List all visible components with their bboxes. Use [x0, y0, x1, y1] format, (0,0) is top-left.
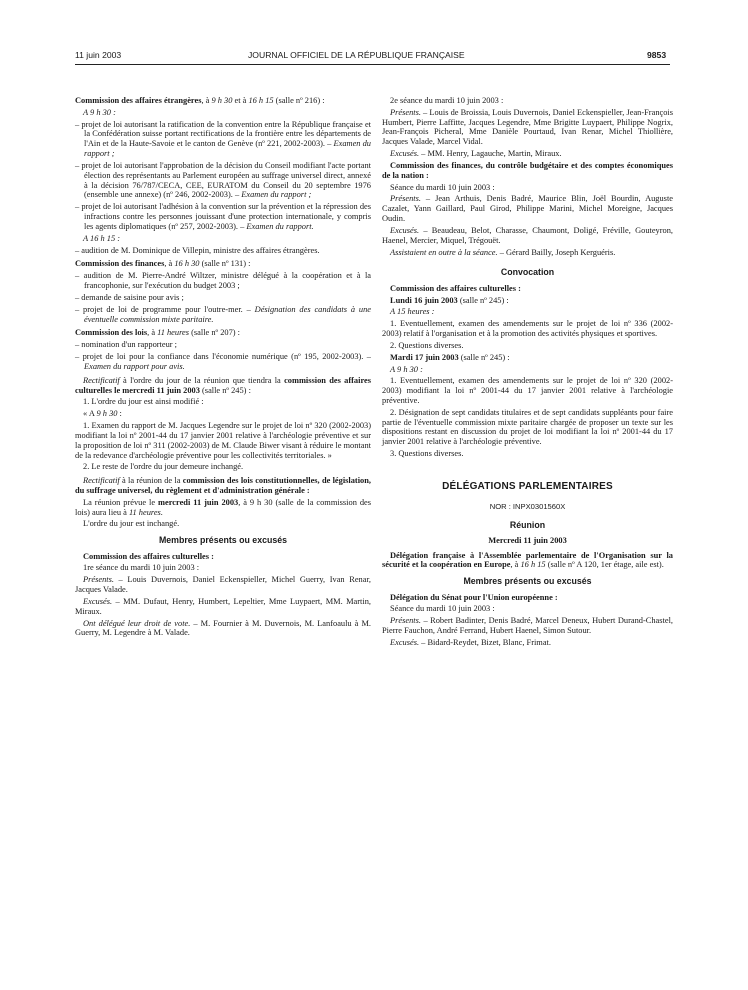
seance-label: Séance du mardi 10 juin 2003 : [390, 604, 495, 614]
text: Présents. [390, 107, 421, 117]
time: 16 h 15 [248, 96, 274, 105]
paragraph [382, 108, 673, 147]
rectificatif-lois [75, 476, 371, 496]
paragraph: 2. Le reste de l'ordre du jour demeure inchangé. [83, 462, 244, 472]
date-line [382, 353, 673, 363]
header-page-number: 9853 [647, 50, 667, 60]
text: à la réunion de la [119, 476, 183, 486]
text: – Robert Badinter, Denis Badré, Marcel Deneux, Hubert Durand-Chastel, Pierre Fauchon, André Ferrand, Hubert Haenel, Simon Sutour. [382, 616, 673, 636]
paragraph [75, 619, 371, 639]
text: , à [164, 259, 175, 269]
text: commission des affaires culturelles le mercredi 11 juin 2003 [75, 375, 371, 395]
subheading: Commission des affaires culturelles : [83, 551, 214, 561]
time-label: A 15 heures : [390, 307, 435, 317]
text: Examen du rapport pour avis. [84, 361, 185, 371]
text: – Jean Arthuis, Denis Badré, Maurice Blin, Joël Bourdin, Auguste Cazalet, Yann Gaillard, Paul Girod, Philippe Marini, Michel Moreigne, Jacques Oudin. [382, 194, 673, 224]
text: Rectificatif [83, 375, 120, 385]
paragraph: 3. Questions diverses. [390, 449, 464, 459]
text: (salle nº 216) : [273, 96, 325, 105]
paragraph [75, 575, 371, 595]
date: Mardi 17 juin 2003 [390, 352, 459, 362]
time-label: A 16 h 15 : [83, 233, 121, 243]
text: Excusés. [390, 149, 420, 159]
paragraph: 2. Désignation de sept candidats titulaires et de sept candidats suppléants pour faire partie de l'éventuelle commission mixte paritaire chargée de proposer un texte sur les dispositions restant en discussion du projet de loi modifiant la loi nº 2001-44 du 17 janvier 2001 relative à l'archéologie préventive. [382, 407, 673, 447]
text: (salle nº 131) : [199, 259, 251, 269]
text: Présents. [390, 194, 421, 204]
text: – projet de loi autorisant l'approbation de la décision du Conseil modifiant l'acte portant élection des représentants au Parlement européen au suffrage universel direct, annexé à la décision 76/787/CECA, CEE, EURATOM du Conseil du 20 septembre 1976 (ensemble une annexe) (nº 246, 2002-2003). – [75, 160, 371, 200]
reunion-heading: Réunion [509, 519, 546, 530]
text: Examen du rapport ; [241, 190, 312, 200]
text: – projet de loi autorisant l'adhésion à la convention sur la prévention et la répression des infractions contre les personnes jouissant d'une protection internationale, y compris les agents diplomatiques (nº 257, 2002-2003). – [75, 202, 371, 231]
text: (salle nº 245) : [457, 295, 509, 305]
subheading: Délégation du Sénat pour l'Union européenne : [390, 592, 558, 602]
text: – MM. Dufaut, Henry, Humbert, Lepeltier, Mme Luypaert, MM. Martin, Miraux. [75, 596, 371, 616]
text: Présents. [83, 575, 114, 585]
paragraph [382, 226, 673, 246]
text: – projet de loi autorisant la ratification de la convention entre la République française et la Confédération suisse portant rectifications de la frontière entre les départements de l'Ain et de la Haute-Savoie et le canton de Genève (nº 221, 2002-2003). – [75, 119, 371, 149]
text: , à [147, 328, 158, 338]
text: à l'ordre du jour de la réunion que tiendra la [119, 375, 285, 385]
paragraph: L'ordre du jour est inchangé. [83, 519, 180, 529]
text: mercredi 11 juin 2003 [158, 497, 239, 507]
seance-label: 1re séance du mardi 10 juin 2003 : [83, 563, 200, 573]
text: , à [510, 560, 521, 570]
text: – projet de loi pour la confiance dans l'économie numérique (nº 195, 2002-2003). – [75, 352, 371, 362]
delegations-heading: DÉLÉGATIONS PARLEMENTAIRES [442, 480, 613, 492]
time-label: A 9 h 30 : [83, 107, 116, 117]
text: , à 9 h 30 (salle de la commission des lois) aura lieu à [75, 497, 371, 517]
text: (salle nº 207) : [189, 328, 240, 338]
left-column [75, 96, 371, 640]
date-line [382, 296, 673, 306]
text: Ont délégué leur droit de vote. [83, 618, 191, 628]
seance-label: Séance du mardi 10 juin 2003 : [390, 182, 495, 192]
time: 16 h 30 [174, 259, 200, 269]
text: Rectificatif [83, 476, 120, 486]
text: : [117, 409, 122, 419]
agenda-item [75, 161, 371, 200]
seance-label: 2e séance du mardi 10 juin 2003 : [390, 96, 504, 105]
committee-name: Commission des affaires étrangères [75, 96, 202, 105]
text: (salle nº A 120, 1er étage, aile est). [545, 560, 664, 570]
text: et à [232, 96, 249, 105]
header-rule [75, 64, 670, 65]
time: 9 h 30 [211, 96, 233, 105]
membres-heading: Membres présents ou excusés [463, 576, 592, 587]
paragraph [382, 616, 673, 636]
paragraph: 1. L'ordre du jour est ainsi modifié : [83, 397, 204, 407]
agenda-item: – demande de saisine pour avis ; [75, 292, 184, 302]
time-label: A 9 h 30 : [390, 364, 423, 374]
text: – Gérard Bailly, Joseph Kerguéris. [497, 247, 616, 257]
paragraph: 1. Examen du rapport de M. Jacques Legendre sur le projet de loi nº 320 (2002-2003) modifiant la loi nº 2001-44 du 17 janvier 2001 relative à l'archéologie préventive et sur la proposition de loi nº 311 (2002-2003) de M. Claude Biwer visant à réduire le montant de la redevance d'archéologie préventive pour les collectivités territoriales. » [75, 421, 371, 460]
text: Excusés. [390, 225, 420, 235]
text: Délégation française à l'Assemblée parlementaire de l'Organisation sur la sécurité et la coopération en Europe [382, 550, 673, 570]
text: La réunion prévue le [83, 497, 159, 507]
text: commission des lois constitutionnelles, de législation, du suffrage universel, du règlement et d'administration générale : [75, 476, 371, 495]
lois-heading [75, 328, 371, 338]
right-column [382, 96, 673, 650]
text: Excusés. [83, 596, 113, 606]
subheading: Commission des affaires culturelles : [390, 283, 521, 293]
paragraph [382, 248, 673, 258]
paragraph [75, 597, 371, 617]
text: Présents. [390, 616, 421, 626]
header-date: 11 juin 2003 [75, 50, 122, 60]
paragraph [382, 149, 673, 159]
agenda-item [75, 120, 371, 159]
subheading: Commission des finances, du contrôle budgétaire et des comptes économiques de la nation : [382, 160, 673, 180]
paragraph [75, 409, 371, 419]
agenda-item [75, 202, 371, 231]
time: 11 heures [157, 328, 190, 338]
text: Examen du rapport. [246, 221, 314, 231]
paragraph [75, 498, 371, 518]
paragraph: 2. Questions diverses. [390, 340, 464, 350]
text: – projet de loi de programme pour l'outre-mer. – [75, 304, 255, 314]
agenda-item [75, 352, 371, 372]
text: , à [201, 96, 212, 105]
text: (salle nº 245) : [458, 352, 510, 362]
text: – Bidard-Reydet, Bizet, Blanc, Frimat. [419, 637, 551, 647]
paragraph [382, 638, 673, 648]
text: 11 heures. [128, 507, 163, 517]
text: « A [83, 409, 97, 419]
nor-reference: NOR : INPX0301560X [489, 501, 566, 511]
paragraph [382, 551, 673, 571]
time: 9 h 30 [96, 409, 118, 419]
text: – MM. Henry, Lagauche, Martin, Miraux. [419, 149, 562, 159]
text: Excusés. [390, 637, 420, 647]
text: Examen du rapport ; [84, 139, 371, 159]
rectificatif-culturelles [75, 376, 371, 396]
text: Assistaient en outre à la séance. [390, 247, 498, 257]
time: 16 h 15 [520, 560, 546, 570]
agenda-item: – audition de M. Dominique de Villepin, ministre des affaires étrangères. [75, 245, 320, 255]
finances-heading [75, 259, 371, 269]
paragraph: 1. Eventuellement, examen des amendements sur le projet de loi nº 320 (2002-2003) modifiant la loi nº 2001-44 du 17 janvier 2001 relative à l'archéologie préventive. [382, 376, 673, 405]
text: Désignation des candidats à une éventuelle commission mixte paritaire. [84, 304, 371, 324]
committee-name: Commission des finances [75, 259, 165, 269]
header-title: JOURNAL OFFICIEL DE LA RÉPUBLIQUE FRANÇAISE [248, 50, 465, 60]
membres-heading: Membres présents ou excusés [158, 535, 288, 546]
affaires-etrangeres-heading [75, 96, 371, 106]
agenda-item: – audition de M. Pierre-André Wiltzer, ministre délégué à la coopération et à la francophonie, sur l'exécution du budget 2003 ; [75, 271, 371, 291]
text: – Louis Duvernois, Daniel Eckenspieller, Michel Guerry, Ivan Renar, Jacques Valade. [75, 575, 371, 595]
date-heading: Mercredi 11 juin 2003 [488, 535, 567, 545]
agenda-item [75, 305, 371, 325]
convocation-heading: Convocation [500, 267, 555, 278]
text: – Louis de Broissia, Louis Duvernois, Daniel Eckenspieller, Jean-François Humbert, Pierre Laffitte, Jacques Legendre, Mme Brigitte Luypaert, Philippe Nogrix, Jean-François Picheral, Mme Danièle Pourtaud, Ivan Renar, Michel Thiollière, Jacques Valade, Marcel Vidal. [382, 107, 673, 147]
text: – M. Fournier à M. Duvernois, M. Lanfoaulu à M. Guerry, M. Legendre à M. Valade. [75, 618, 371, 638]
text: (salle nº 245) : [199, 385, 251, 395]
text: – Beaudeau, Belot, Charasse, Chaumont, Doligé, Fréville, Gouteyron, Haenel, Mercier, Miquel, Trégouët. [382, 225, 673, 245]
date: Lundi 16 juin 2003 [390, 295, 458, 305]
paragraph: 1. Eventuellement, examen des amendements sur le projet de loi nº 336 (2002-2003) relatif à l'organisation et à la promotion des activités physiques et sportives. [382, 319, 673, 339]
paragraph [382, 194, 673, 223]
committee-name: Commission des lois [75, 328, 148, 338]
agenda-item: – nomination d'un rapporteur ; [75, 340, 177, 350]
